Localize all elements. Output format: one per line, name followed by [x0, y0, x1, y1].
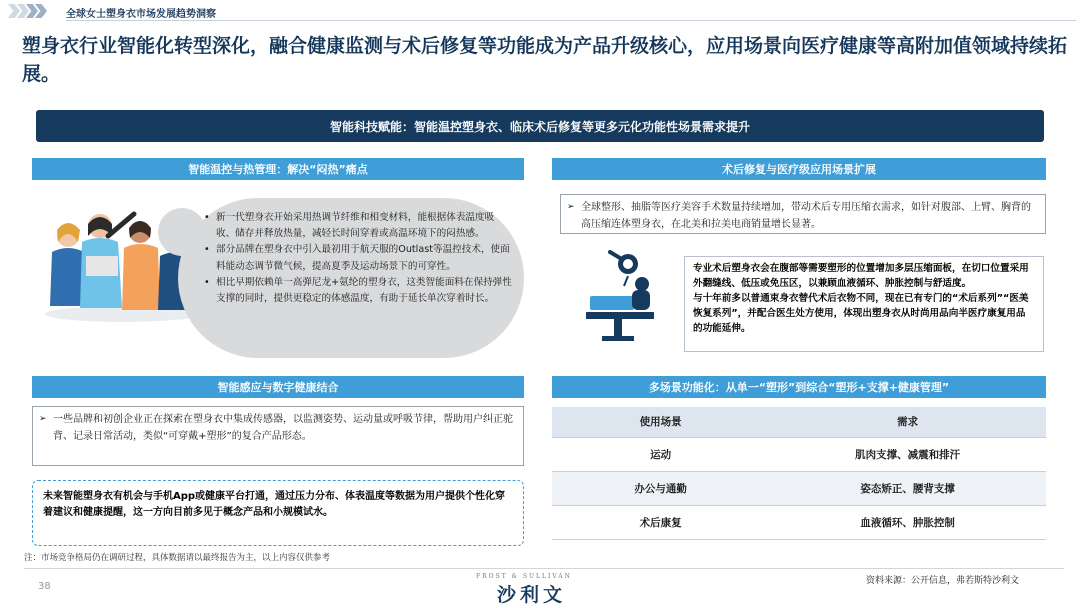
- table-header-row: [552, 407, 1046, 437]
- table-cell: 肌肉支撑、减震和排汗: [769, 437, 1046, 471]
- source-note: 资料来源：公开信息，弗若斯特沙利文: [866, 576, 1020, 586]
- medical-text: 全球整形、抽脂等医疗美容手术数量持续增加，带动术后专用压缩衣需求，如针对腹部、上臂、胸背的高压缩连体塑身衣，在北美和拉美电商销量增长显著。: [581, 202, 1031, 230]
- section-header-scenarios: 多场景功能化：从单一“塑形”到综合“塑形+支撑+健康管理”: [552, 376, 1046, 398]
- section-banner: 智能科技赋能：智能温控塑身衣、临床术后修复等更多元化功能性场景需求提升: [36, 110, 1044, 142]
- company-logo: 沙利文: [497, 584, 567, 606]
- table-row: [552, 471, 1046, 505]
- column-header-need: 需求: [769, 407, 1046, 437]
- header-divider: [66, 20, 1076, 21]
- thermal-bullet-3: • 相比早期依赖单一高弹尼龙+氨纶的塑身衣，这类智能面料在保持弹性支撑的同时，提供更稳定的体感温度，有助于延长单次穿着时长。: [200, 275, 512, 307]
- page-number: 38: [38, 581, 51, 592]
- scenario-table: [552, 407, 1046, 540]
- surgery-icon: [580, 250, 660, 342]
- sensing-text: 一些品牌和初创企业正在探索在塑身衣中集成传感器，以监测姿势、运动量或呼吸节律，帮助用户纠正驼背、记录日常活动，类似“可穿戴+塑形”的复合产品形态。: [53, 414, 513, 442]
- table-cell: 姿态矫正、腰背支撑: [769, 471, 1046, 505]
- thermal-bullet-list: [200, 210, 512, 307]
- arrow-bullet-icon: ➢: [39, 414, 47, 424]
- header-title: 全球女士塑身衣市场发展趋势洞察: [66, 9, 216, 20]
- post-op-detail-1: 专业术后塑身衣会在腹部等需要塑形的位置增加多层压缩面板，在切口位置采用外翻缝线、低压或免压区，以兼顾血液循环、肿胀控制与舒适度。: [693, 263, 1029, 289]
- sensing-text-box: [32, 406, 524, 466]
- section-header-sensing: 智能感应与数字健康结合: [32, 376, 524, 398]
- footnote: 注：市场竞争格局仍在调研过程，具体数据请以最终报告为主，以上内容仅供参考: [24, 553, 331, 563]
- post-op-detail-2: 与十年前多以普通束身衣替代术后衣物不同，现在已有专门的“术后系列”“医美恢复系列”，并配合医生处方使用，体现出塑身衣从时尚用品向半医疗康复用品的功能延伸。: [693, 293, 1029, 334]
- post-op-detail-box: [684, 256, 1044, 352]
- future-outlook-box: 未来智能塑身衣有机会与手机App或健康平台打通，通过压力分布、体表温度等数据为用户提供个性化穿着建议和健康提醒，这一方向目前多见于概念产品和小规模试水。: [32, 480, 524, 546]
- arrow-bullet-icon: ➢: [567, 202, 575, 212]
- section-header-medical: 术后修复与医疗级应用场景扩展: [552, 158, 1046, 180]
- column-header-scene: 使用场景: [552, 407, 769, 437]
- page-headline: 塑身衣行业智能化转型深化，融合健康监测与术后修复等功能成为产品升级核心，应用场景向医疗健康等高附加值领域持续拓展。: [22, 35, 1068, 85]
- table-cell: 运动: [552, 437, 769, 471]
- chevron-decoration-icon: [8, 4, 44, 18]
- logo-subtitle: FROST & SULLIVAN: [476, 573, 572, 580]
- table-row: [552, 437, 1046, 471]
- thermal-bullet-1: • 新一代塑身衣开始采用热调节纤维和相变材料，能根据体表温度吸收、储存并释放热量，减轻长时间穿着或高温环境下的闷热感。: [200, 210, 512, 242]
- medical-text-box: [560, 194, 1046, 234]
- thermal-bullet-2: • 部分品牌在塑身衣中引入最初用于航天服的Outlast等温控技术，使面料能动态调节微气候，提高夏季及运动场景下的可穿性。: [200, 242, 512, 274]
- section-header-thermal: 智能温控与热管理：解决“闷热”痛点: [32, 158, 524, 180]
- footer-divider: [24, 568, 1064, 569]
- header-bar: [0, 0, 1080, 24]
- panel-accent-circle: [158, 208, 206, 256]
- table-row: [552, 505, 1046, 539]
- table-cell: 血液循环、肿胀控制: [769, 505, 1046, 539]
- table-cell: 术后康复: [552, 505, 769, 539]
- table-cell: 办公与通勤: [552, 471, 769, 505]
